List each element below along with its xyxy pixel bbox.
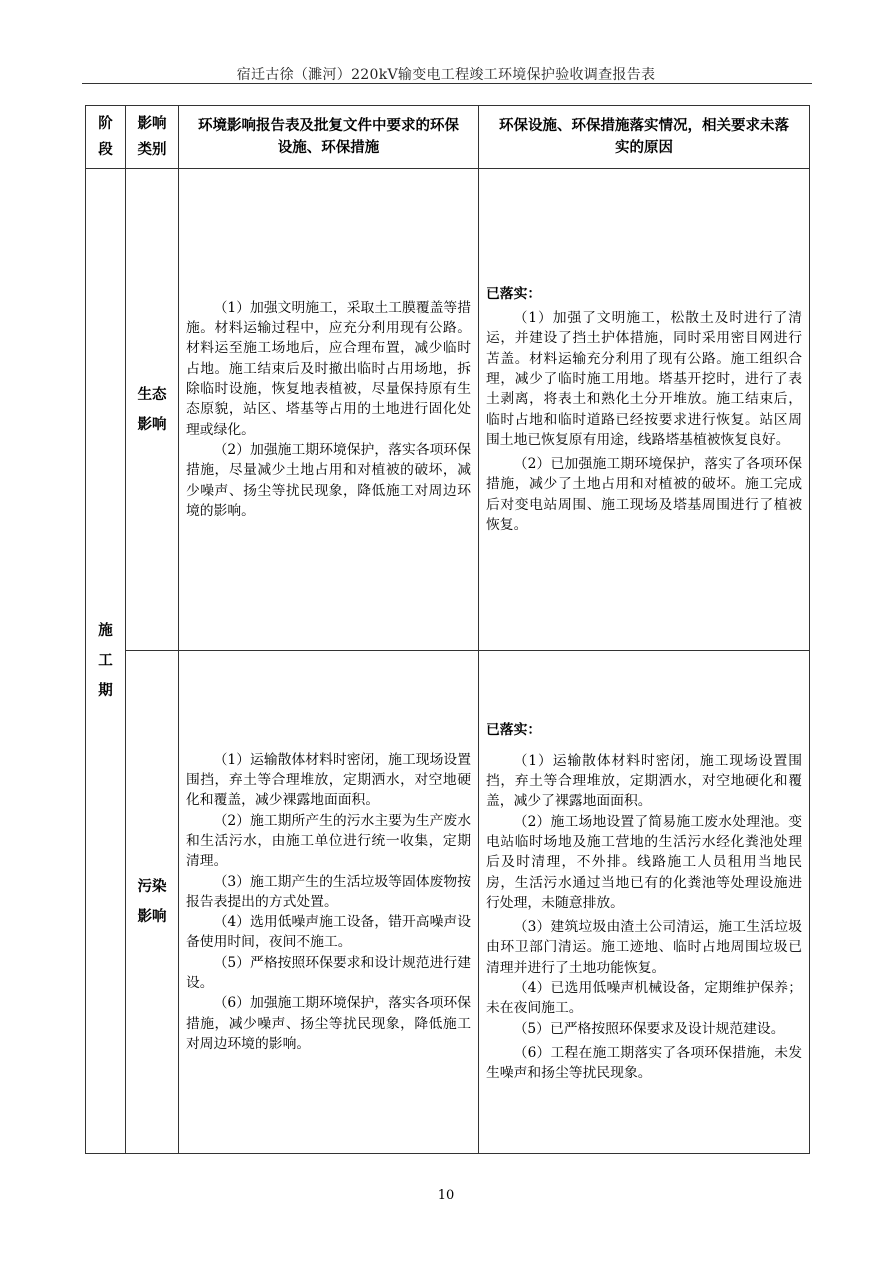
requirement-item: （5）严格按照环保要求和设计规范进行建设。 — [186, 954, 471, 992]
implementation-item: （3）建筑垃圾由渣土公司清运，施工生活垃圾由环卫部门清运。施工迹地、临时占地周围垃圾已清理并进行了土地功能恢复。 — [486, 919, 802, 976]
column-header-category: 影响 类别 — [126, 106, 179, 169]
acceptance-table — [85, 105, 810, 1154]
implementation-item: （6）工程在施工期落实了各项环保措施，未发生噪声和扬尘等扰民现象。 — [486, 1044, 802, 1082]
implementation-cell-ecology — [479, 169, 810, 651]
implementation-cell-pollution — [479, 651, 810, 1154]
column-header-implementation: 环保设施、环保措施落实情况，相关要求未落实的原因 — [479, 106, 810, 169]
page-header-title: 宿迁古徐（濉河）220kV输变电工程竣工环境保护验收调查报告表 — [236, 67, 656, 83]
column-header-stage: 阶 段 — [86, 106, 126, 169]
implementation-item: （4）已选用低噪声机械设备，定期维护保养；未在夜间施工。 — [486, 980, 802, 1017]
requirement-item: （1）加强文明施工，采取土工膜覆盖等措施。材料运输过程中，应充分利用现有公路。材料运至施工场地后，应合理布置，减少临时占地。施工结束后及时撤出临时占用场地，拆除临时设施，恢复地表植被，尽量保持原有生态原貌，站区、塔基等占用的土地进行固化处理或绿化。 — [186, 299, 471, 438]
status-label: 已落实： — [486, 722, 542, 739]
status-label: 已落实： — [486, 285, 542, 302]
requirement-item: （1）运输散体材料时密闭，施工现场设置围挡，弃土等合理堆放，定期洒水，对空地硬化和覆盖，减少裸露地面面积。 — [186, 751, 471, 809]
implementation-item: （2）已加强施工期环境保护，落实了各项环保措施，减少了土地占用和对植被的破坏。施工完成后对变电站周围、施工现场及塔基周围进行了植被恢复。 — [486, 456, 802, 533]
table-header-row — [86, 106, 810, 169]
category-cell-pollution: 污染 影响 — [126, 651, 179, 1154]
category-cell-ecology: 生态 影响 — [126, 169, 179, 651]
requirement-cell-pollution — [179, 651, 479, 1154]
implementation-item: （1）加强了文明施工，松散土及时进行了清运，并建设了挡土护体措施，同时采用密目网进行苫盖。材料运输充分利用了现有公路。施工组织合理，减少了临时施工用地。塔基开挖时，进行了表土剥离，将表土和熟化土分开堆放。施工结束后，临时占地和临时道路已经按要求进行恢复。站区周围土地已恢复原有用途，线路塔基植被恢复良好。 — [486, 310, 802, 448]
requirement-item: （6）加强施工期环境保护，落实各项环保措施，减少噪声、扬尘等扰民现象，降低施工对周边环境的影响。 — [186, 995, 471, 1052]
column-header-requirement: 环境影响报告表及批复文件中要求的环保设施、环保措施 — [179, 106, 479, 169]
implementation-item: （1）运输散体材料时密闭，施工现场设置围挡，弃土等合理堆放，定期洒水，对空地硬化和覆盖，减少了裸露地面面积。 — [486, 752, 802, 810]
table-row-pollution — [86, 651, 810, 1154]
table-row-ecology — [86, 169, 810, 651]
stage-cell-construction: 施 工 期 — [86, 169, 126, 1154]
requirement-item: （2）施工期所产生的污水主要为生产废水和生活污水，由施工单位进行统一收集，定期清理。 — [186, 812, 471, 870]
header-rule — [82, 83, 812, 84]
requirement-cell-ecology — [179, 169, 479, 651]
requirement-item: （2）加强施工期环境保护，落实各项环保措施，尽量减少土地占用和对植被的破坏，减少噪声、扬尘等扰民现象，降低施工对周边环境的影响。 — [186, 441, 471, 519]
page-number: 10 — [437, 1188, 455, 1203]
implementation-item: （2）施工场地设置了简易施工废水处理池。变电站临时场地及施工营地的生活污水经化粪池处理后及时清理，不外排。线路施工人员租用当地民房，生活污水通过当地已有的化粪池等处理设施进行处理，未随意排放。 — [486, 813, 802, 911]
requirement-item: （3）施工期产生的生活垃圾等固体废物按报告表提出的方式处置。 — [186, 873, 471, 910]
implementation-item: （5）已严格按照环保要求及设计规范建设。 — [513, 1020, 785, 1037]
requirement-item: （4）选用低噪声施工设备，错开高噪声设备使用时间，夜间不施工。 — [186, 914, 471, 951]
